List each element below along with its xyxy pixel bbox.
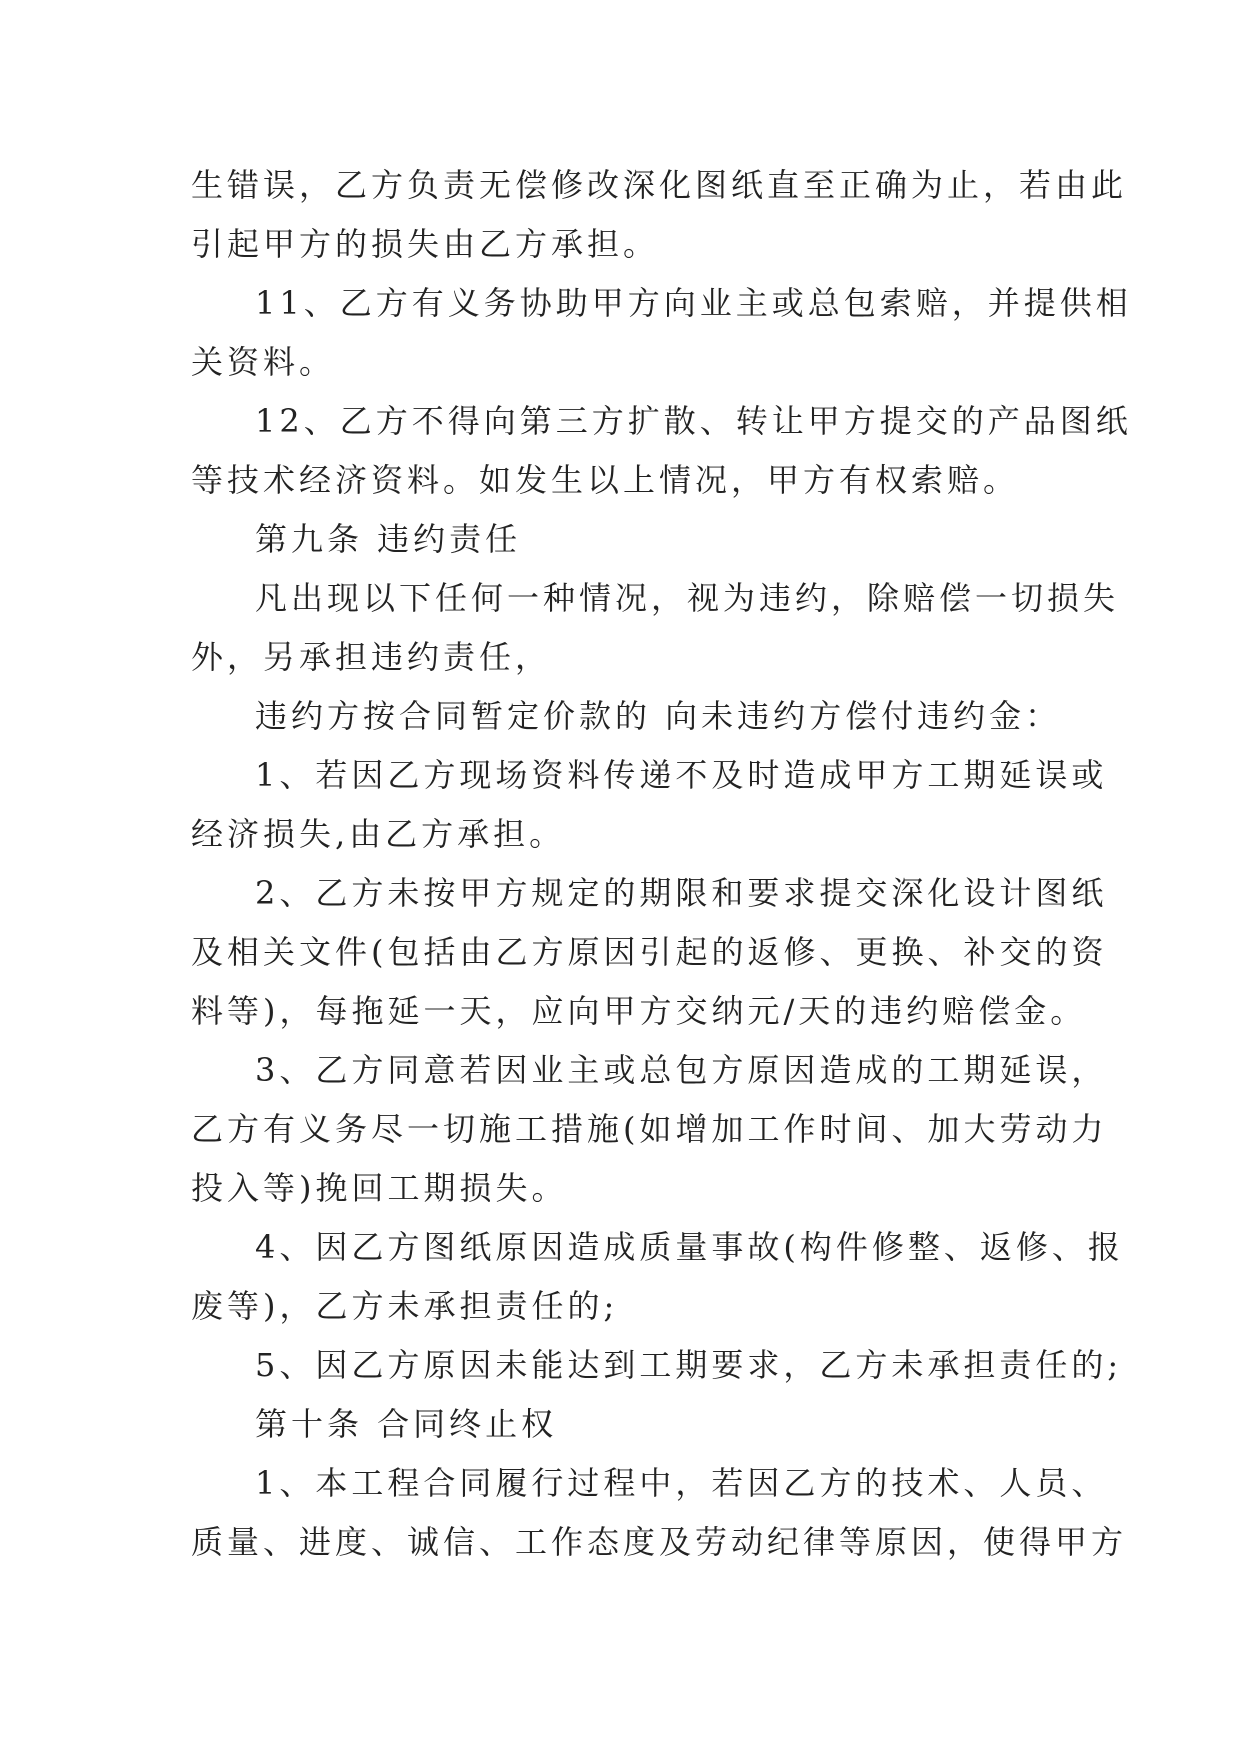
text-line: 凡出现以下任何一种情况，视为违约，除赔偿一切损失 xyxy=(255,579,1120,617)
text-line: 第十条 合同终止权 xyxy=(255,1405,558,1443)
paragraph-item-2 xyxy=(191,864,1108,1041)
text-line: 5、因乙方原因未能达到工期要求，乙方未承担责任的; xyxy=(255,1346,1123,1384)
paragraph-clause-11 xyxy=(191,274,1132,392)
paragraph xyxy=(191,156,1128,274)
paragraph-item-3 xyxy=(191,1041,1108,1218)
paragraph-item-5 xyxy=(191,1336,1123,1395)
text-line: 违约方按合同暂定价款的 向未违约方偿付违约金： xyxy=(255,697,1062,735)
text-line: 废等)，乙方未承担责任的; xyxy=(191,1287,619,1325)
text-line: 生错误，乙方负责无偿修改深化图纸直至正确为止，若由此 xyxy=(191,166,1128,204)
text-line: 3、乙方同意若因业主或总包方原因造成的工期延误， xyxy=(255,1051,1108,1089)
text-line: 关资料。 xyxy=(191,343,336,381)
paragraph xyxy=(191,569,1120,687)
text-line: 料等)，每拖延一天，应向甲方交纳元/天的违约赔偿金。 xyxy=(191,992,1087,1030)
paragraph-clause-12 xyxy=(191,392,1132,510)
section-heading-article-10 xyxy=(191,1395,1051,1454)
text-line: 投入等)挽回工期损失。 xyxy=(191,1169,568,1207)
text-line: 及相关文件(包括由乙方原因引起的返修、更换、补交的资 xyxy=(191,933,1108,971)
text-line: 乙方有义务尽一切施工措施(如增加工作时间、加大劳动力 xyxy=(191,1110,1108,1148)
document-body xyxy=(191,156,1132,1572)
text-line: 12、乙方不得向第三方扩散、转让甲方提交的产品图纸 xyxy=(255,402,1132,440)
text-line: 引起甲方的损失由乙方承担。 xyxy=(191,225,660,263)
text-line: 2、乙方未按甲方规定的期限和要求提交深化设计图纸 xyxy=(255,874,1108,912)
paragraph-item-4 xyxy=(191,1218,1124,1336)
text-line: 11、乙方有义务协助甲方向业主或总包索赔，并提供相 xyxy=(255,284,1132,322)
paragraph-item-1 xyxy=(191,746,1108,864)
text-line: 经济损失,由乙方承担。 xyxy=(191,815,566,853)
text-line: 等技术经济资料。如发生以上情况，甲方有权索赔。 xyxy=(191,461,1020,499)
text-line: 1、若因乙方现场资料传递不及时造成甲方工期延误或 xyxy=(255,756,1108,794)
text-line: 1、本工程合同履行过程中，若因乙方的技术、人员、 xyxy=(255,1464,1108,1502)
section-heading-article-9 xyxy=(191,510,1051,569)
text-line: 4、因乙方图纸原因造成质量事故(构件修整、返修、报 xyxy=(255,1228,1124,1266)
text-line: 第九条 违约责任 xyxy=(255,520,522,558)
paragraph xyxy=(191,687,1062,746)
text-line: 质量、进度、诚信、工作态度及劳动纪律等原因，使得甲方 xyxy=(191,1523,1128,1561)
text-line: 外，另承担违约责任， xyxy=(191,638,552,676)
paragraph-item-1 xyxy=(191,1454,1128,1572)
